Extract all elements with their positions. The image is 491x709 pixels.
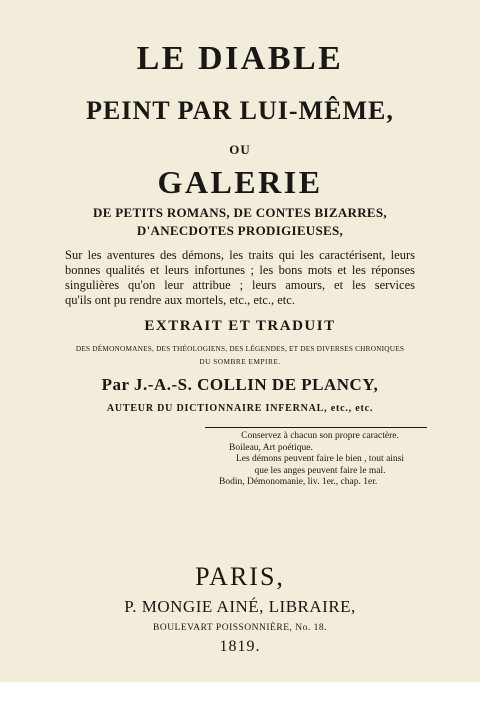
epigraph-source-2: Bodin, Démonomanie, liv. 1er., chap. 1er. xyxy=(219,477,378,487)
epigraph-source-1: Boileau, Art poétique. xyxy=(229,442,313,453)
epigraph-rule xyxy=(205,427,427,428)
imprint-publisher: P. MONGIE AINÉ, LIBRAIRE, xyxy=(124,597,356,616)
extract-heading: EXTRAIT ET TRADUIT xyxy=(144,318,336,334)
title-conjunction: OU xyxy=(229,142,251,157)
description-paragraph xyxy=(65,248,415,308)
epigraph-quote-1: Conservez à chacun son propre caractère. xyxy=(241,431,399,441)
epigraph-quote-2-line-1: Les démons peuvent faire le bien , tout ainsi xyxy=(235,454,405,464)
imprint-address: BOULEVART POISSONNIÈRE, No. 18. xyxy=(153,623,327,633)
description-line: singulières qu'on leur attribue ; leurs amours, et les services xyxy=(65,278,415,292)
epigraph-quote-2-line-2: que les anges peuvent faire le mal. xyxy=(254,465,386,476)
subtitle-line-2: D'ANECDOTES PRODIGIEUSES, xyxy=(136,223,344,238)
epigraph xyxy=(215,431,425,489)
title-line-2: PEINT PAR LUI-MÊME, xyxy=(86,96,394,125)
description-line: bonnes qualités et leurs infortunes ; les bons mots et les réponses xyxy=(65,263,415,277)
subtitle-line-1: DE PETITS ROMANS, DE CONTES BIZARRES, xyxy=(93,205,387,220)
title-line-3: GALERIE xyxy=(157,164,323,200)
description-line: Sur les aventures des démons, les traits qui les caractérisent, leurs xyxy=(65,248,415,262)
author-credit: AUTEUR DU DICTIONNAIRE INFERNAL, etc., etc. xyxy=(106,403,374,414)
title-line-1: LE DIABLE xyxy=(136,40,344,77)
imprint-city: PARIS, xyxy=(195,562,285,591)
imprint-year: 1819. xyxy=(219,638,261,655)
extract-sources-line-1: DES DÉMONOMANES, DES THÉOLOGIENS, DES LÉGENDES, ET DES DIVERSES CHRONIQUES xyxy=(75,344,405,353)
author-name: Par J.-A.-S. COLLIN DE PLANCY, xyxy=(101,375,379,394)
description-line: qu'ils ont pu rendre aux mortels, etc., etc., etc. xyxy=(65,293,295,307)
extract-sources-line-2: DU SOMBRE EMPIRE. xyxy=(199,357,281,366)
